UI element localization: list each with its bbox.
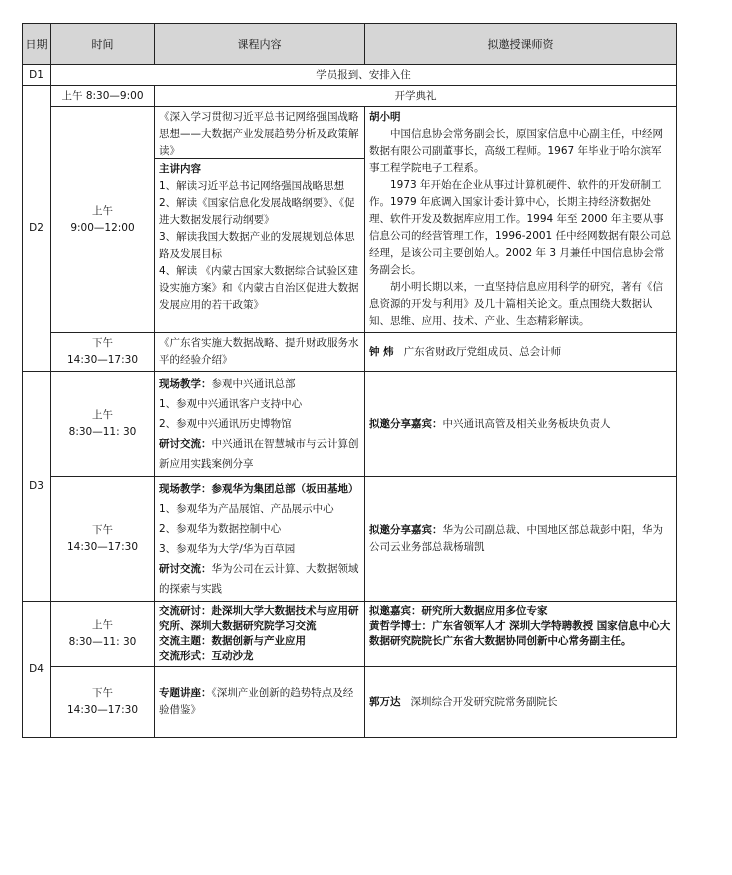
d2-am-teacher [365, 107, 677, 333]
d2-am-course-body [155, 159, 364, 316]
d2-opening-ceremony: 开学典礼 [155, 86, 677, 107]
d3-am-teacher [365, 372, 677, 477]
d2-am-period: 上午 [92, 204, 113, 217]
d4-pm-hours: 14:30—17:30 [66, 704, 139, 716]
d3-am-row [23, 372, 677, 477]
d2-am-time [51, 107, 155, 333]
d3-pm-discuss-label: 研讨交流： [159, 563, 212, 575]
d3-am-teacher-label: 拟邀分享嘉宾： [369, 417, 443, 430]
d3-pm-field: 现场教学：参观华为集团总部（坂田基地） [159, 483, 359, 495]
d4-am-period: 上午 [92, 619, 113, 631]
d3-day: D3 [23, 372, 51, 602]
d2-pm-course: 《广东省实施大数据战略、提升财政服务水平的经验介绍》 [155, 333, 365, 372]
d4-day: D4 [23, 602, 51, 738]
d4-am-hours: 8:30—11: 30 [68, 636, 137, 648]
d4-am-course [155, 602, 365, 667]
header-day: 日期 [23, 24, 51, 65]
d3-am-field-text: 参观中兴通讯总部 [211, 378, 296, 390]
list-item: 2、解读《国家信息化发展战略纲要》、《促进大数据发展行动纲要》 [159, 197, 355, 226]
d3-am-time [51, 372, 155, 477]
d2-am-teacher-bio-1: 中国信息协会常务副会长，原国家信息中心副主任，中经网数据有限公司副董事长，高级工程师。1967 年毕业于哈尔滨军事工程学院电子工程系。 [369, 128, 663, 174]
d3-am-discuss-label: 研讨交流： [159, 438, 212, 450]
d2-am-teacher-bio-3: 胡小明长期以来，一直坚持信息应用科学的研究，著有《信息资源的开发与利用》及几十篇相关论文。重点围绕大数据认知、思维、应用、技术、产业、生态精彩解读。 [369, 281, 663, 327]
d3-pm-row [23, 477, 677, 602]
d4-pm-teacher [365, 667, 677, 738]
d4-am-course-line: 交流主题：数据创新与产业应用 [159, 635, 306, 647]
d3-pm-time [51, 477, 155, 602]
list-item: 2、参观华为数据控制中心 [159, 523, 282, 535]
d4-am-teacher-line: 拟邀嘉宾：研究所大数据应用多位专家 [369, 605, 548, 617]
d3-pm-hours: 14:30—17:30 [66, 541, 139, 553]
d2-pm-time [51, 333, 155, 372]
d2-am-hours: 9:00—12:00 [70, 221, 135, 234]
d2-am-course-title: 《深入学习贯彻习近平总书记网络强国战略思想——大数据产业发展趋势分析及政策解读》 [155, 107, 364, 159]
header-time: 时间 [51, 24, 155, 65]
d4-pm-course-label: 专题讲座： [159, 687, 212, 699]
d4-pm-teacher-name: 郭万达 [369, 695, 401, 708]
d3-am-discuss [159, 434, 360, 474]
d3-pm-course [155, 477, 365, 602]
d4-pm-teacher-role: 深圳综合开发研究院常务副院长 [410, 695, 558, 708]
d1-row [23, 65, 677, 86]
d2-pm-teacher-role: 广东省财政厅党组成员、总会计师 [403, 345, 562, 358]
d2-am-course [155, 107, 365, 333]
d3-pm-period: 下午 [92, 524, 113, 536]
d4-am-row [23, 602, 677, 667]
d3-pm-teacher [365, 477, 677, 602]
d2-opening-row [23, 86, 677, 107]
d4-pm-time [51, 667, 155, 738]
d2-am-teacher-name: 胡小明 [369, 111, 401, 123]
d4-pm-course-text: 《深圳产业创新的趋势特点及经验借鉴》 [159, 687, 354, 716]
d4-am-teacher [365, 602, 677, 667]
d1-day: D1 [23, 65, 51, 86]
d2-pm-hours: 14:30—17:30 [66, 354, 139, 366]
d3-pm-teacher-label: 拟邀分享嘉宾： [369, 524, 443, 536]
d4-am-time [51, 602, 155, 667]
header-teacher: 拟邀授课师资 [365, 24, 677, 65]
list-item: 4、解读 《内蒙古国家大数据综合试验区建设实施方案》和《内蒙古自治区促进大数据发展应用的若干政策》 [159, 265, 359, 311]
list-item: 3、参观华为大学/华为百草园 [159, 543, 296, 555]
d4-am-course-line: 交流研讨：赴深圳大学大数据技术与应用研究所、深圳大数据研究院学习交流 [159, 605, 359, 632]
d1-arrival: 学员报到、安排入住 [51, 65, 677, 86]
d3-am-course [155, 372, 365, 477]
d3-pm-teacher-text: 华为公司副总裁、中国地区部总裁彭中阳，华为公司云业务部总裁杨瑞凯 [369, 524, 663, 553]
list-item: 2、参观中兴通讯历史博物馆 [159, 418, 292, 430]
d2-pm-teacher [365, 333, 677, 372]
d4-pm-row [23, 667, 677, 738]
d3-am-field-label: 现场教学： [159, 378, 212, 390]
d4-am-teacher-line: 黄哲学博士：广东省领军人才 深圳大学特聘教授 国家信息中心大数据研究院院长广东省大数据协同创新中心常务副主任。 [369, 620, 671, 647]
d4-pm-course [155, 667, 365, 738]
list-item: 1、参观中兴通讯客户支持中心 [159, 398, 303, 410]
d2-opening-time: 上午 8:30—9:00 [51, 86, 155, 107]
d2-am-course-head: 主讲内容 [159, 163, 201, 175]
d2-pm-period: 下午 [92, 337, 113, 349]
d3-am-period: 上午 [92, 409, 113, 421]
list-item: 1、参观华为产品展馆、产品展示中心 [159, 503, 334, 515]
d3-am-teacher-text: 中兴通讯高管及相关业务板块负责人 [442, 417, 611, 430]
d3-am-field [159, 374, 360, 394]
list-item: 1、解读习近平总书记网络强国战略思想 [159, 180, 345, 192]
d2-day: D2 [23, 86, 51, 372]
d3-am-discuss-text: 中兴通讯在智慧城市与云计算创新应用实践案例分享 [159, 438, 359, 470]
d3-pm-discuss-text: 华为公司在云计算、大数据领域的探索与实践 [159, 563, 359, 595]
d4-am-course-line: 交流形式：互动沙龙 [159, 650, 254, 662]
d2-pm-teacher-name: 钟 炜 [369, 345, 394, 358]
d2-am-teacher-bio-2: 1973 年开始在企业从事过计算机硬件、软件的开发研制工作。1979 年底调入国家计委计算中心，长期主持经济数据处理、软件开发及数据库应用工作。1994 年至 2000 年主要从事信息公司的经营管理工作，1996-2001 任中经网数据有限公司总经理，是该公司主要创始人。2002 年 3 月兼任中国信息协会常务副会长。 [369, 179, 672, 276]
header-course: 课程内容 [155, 24, 365, 65]
schedule-table [22, 23, 677, 738]
list-item: 3、解读我国大数据产业的发展规划总体思路及发展目标 [159, 231, 355, 260]
d2-pm-row [23, 333, 677, 372]
d3-pm-discuss [159, 559, 360, 599]
header-row [23, 24, 677, 65]
d2-am-row [23, 107, 677, 333]
d3-am-hours: 8:30—11: 30 [68, 426, 137, 438]
d4-pm-period: 下午 [92, 687, 113, 699]
